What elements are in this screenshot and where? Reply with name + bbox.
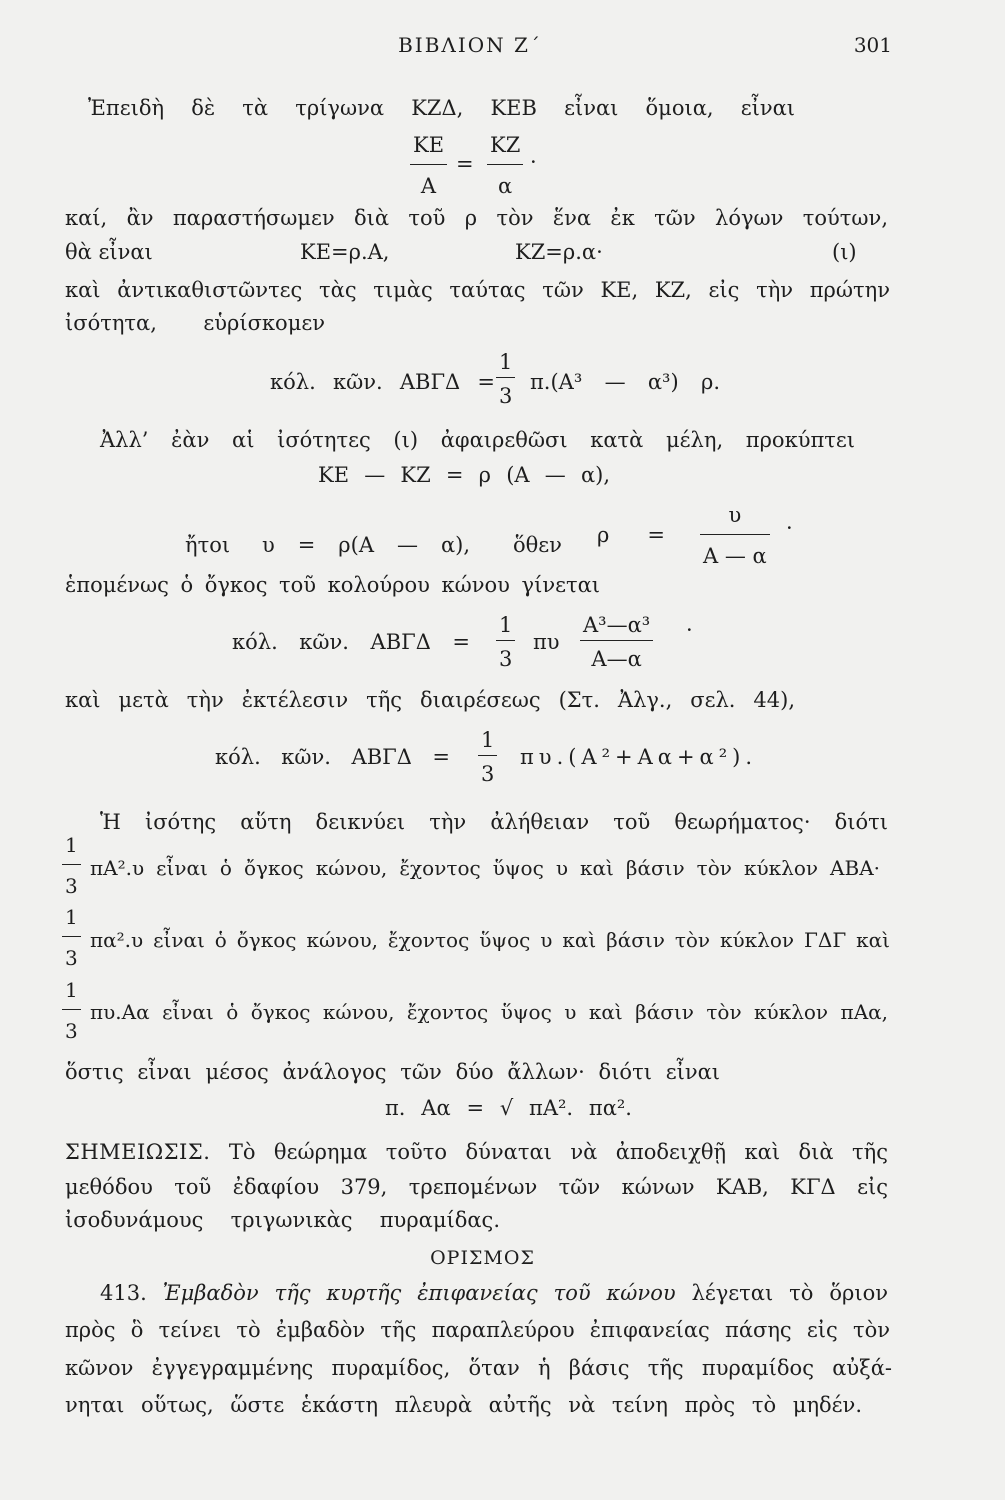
note-line: ἰσοδυνάμους τριγωνικὰς πυραμίδας. [65, 1208, 500, 1232]
fraction-one-third [62, 834, 81, 897]
note-label: ΣΗΜΕΙΩΣΙΣ. [65, 1140, 211, 1164]
denominator: α [498, 174, 513, 198]
definition-line: νηται οὕτως, ὥστε ἑκάστη πλευρὰ αὐτῆς νὰ τείνη πρὸς τὸ μηδέν. [65, 1393, 862, 1417]
fraction-one-third [478, 729, 497, 785]
text-line: καὶ ἀντικαθιστῶντες τὰς τιμὰς ταύτας τῶν ΚΕ, ΚΖ, εἰς τὴν πρώτην [65, 278, 890, 302]
fraction-quotient [580, 614, 653, 670]
definition-line: πρὸς ὃ τείνει τὸ ἐμβαδὸν τῆς παραπλεύρου ἐπιφανείας πάσης εἰς τὸν [65, 1318, 890, 1342]
denominator: 3 [65, 946, 78, 970]
text-line: Ἀλλ’ ἐὰν αἱ ἰσότητες (ι) ἀφαιρεθῶσι κατὰ μέλη, προκύπτει [100, 428, 855, 452]
ratio-fraction-left [410, 134, 447, 197]
text-line: Ἡ ἰσότης αὕτη δεικνύει τὴν ἀλήθειαν τοῦ θεωρήματος· διότι [100, 810, 888, 834]
numerator: 1 [62, 906, 81, 937]
numerator: 1 [478, 729, 497, 756]
denominator: 3 [481, 762, 495, 786]
equation: ΚΕ=ρ.Α, [300, 240, 390, 264]
running-head: ΒΙΒΛΙΟΝ Ζ΄ [398, 33, 542, 57]
definition-line: κῶνον ἐγγεγραμμένης πυραμίδος, ὅταν ἡ βάσις τῆς πυραμίδος αὐξά- [65, 1356, 892, 1380]
note-line [65, 1138, 888, 1166]
equation: ΚΕ — ΚΖ = ρ (Α — α), [318, 463, 610, 487]
fraction-one-third [496, 614, 515, 670]
section-heading: ΟΡΙΣΜΟΣ [430, 1247, 535, 1269]
equation: ΚΖ=ρ.α· [515, 240, 603, 264]
denominator: Α [420, 174, 437, 198]
text-line: ἰσότητα, εὑρίσκομεν [65, 311, 325, 335]
equation: υ = ρ(Α — α), [262, 533, 470, 557]
equation-factor: πυ [533, 630, 560, 654]
punctuation: · [686, 618, 693, 642]
denominator: 3 [65, 874, 78, 898]
numerator: υ [700, 504, 770, 535]
denominator: Α — α [703, 544, 767, 568]
numerator: 1 [496, 351, 515, 378]
numerator: 1 [62, 834, 81, 865]
numerator: Α³—α³ [580, 614, 653, 641]
numerator: 1 [62, 979, 81, 1010]
equation-lhs: κόλ. κῶν. ΑΒΓΔ = [270, 370, 495, 394]
denominator: 3 [65, 1019, 78, 1043]
text-fragment: θὰ εἶναι [65, 240, 153, 264]
paragraph-number: 413. [100, 1281, 147, 1305]
punctuation: · [786, 516, 793, 540]
equation: π. Αα = √ πΑ². πα². [385, 1096, 632, 1120]
denominator: 3 [499, 384, 513, 408]
fraction-one-third [496, 351, 515, 407]
numerator: ΚΕ [410, 134, 447, 165]
note-text: Τὸ θεώρημα τοῦτο δύναται νὰ ἀποδειχθῇ καὶ διὰ τῆς [228, 1140, 888, 1164]
text-line: πα².υ εἶναι ὁ ὄγκος κώνου, ἔχοντος ὕψος υ καὶ βάσιν τὸν κύκλον ΓΔΓ καὶ [90, 928, 890, 952]
note-line: μεθόδου τοῦ ἐδαφίου 379, τρεπομένων τῶν κώνων ΚΑΒ, ΚΓΔ εἰς [65, 1175, 888, 1199]
page-number: 301 [853, 33, 892, 57]
numerator: ΚΖ [487, 134, 523, 165]
definition-text: λέγεται τὸ ὅριον [691, 1281, 888, 1305]
fraction-rho [700, 504, 770, 567]
text-line: πΑ².υ εἶναι ὁ ὄγκος κώνου, ἔχοντος ὕψος υ καὶ βάσιν τὸν κύκλον ΑΒΑ· [90, 856, 880, 880]
equation-lhs: ρ = [597, 523, 665, 547]
equation-lhs: κόλ. κῶν. ΑΒΓΔ = [232, 630, 470, 654]
numerator: 1 [496, 614, 515, 641]
defined-term: Ἐμβαδὸν τῆς κυρτῆς ἐπιφανείας τοῦ κώνου [162, 1281, 676, 1305]
text-line: ἑπομένως ὁ ὄγκος τοῦ κολούρου κώνου γίνεται [65, 573, 600, 597]
ratio-fraction-right [487, 134, 523, 197]
equation-lhs: κόλ. κῶν. ΑΒΓΔ = [215, 745, 450, 769]
text-line: καί, ἂν παραστήσωμεν διὰ τοῦ ρ τὸν ἕνα ἐκ τῶν λόγων τούτων, [65, 206, 888, 230]
equation-rhs: π.(Α³ — α³) ρ. [530, 370, 720, 394]
fraction-one-third [62, 979, 81, 1042]
equation-rhs: πυ.(Α²+Αα+α²). [520, 745, 758, 769]
definition-line [100, 1279, 888, 1307]
equals-sign: = [456, 152, 474, 176]
punctuation: · [530, 150, 537, 174]
denominator: Α—α [591, 647, 642, 671]
text-fragment: ἤτοι [185, 533, 231, 557]
fraction-one-third [62, 906, 81, 969]
text-line: καὶ μετὰ τὴν ἐκτέλεσιν τῆς διαιρέσεως (Στ. Ἀλγ., σελ. 44), [65, 688, 795, 712]
text-line: πυ.Αα εἶναι ὁ ὄγκος κώνου, ἔχοντος ὕψος υ καὶ βάσιν τὸν κύκλον πΑα, [90, 1000, 888, 1024]
equation-tag: (ι) [832, 240, 857, 264]
text-line: Ἐπειδὴ δὲ τὰ τρίγωνα ΚΖΔ, ΚΕΒ εἶναι ὅμοια, εἶναι [88, 96, 795, 120]
text-fragment: ὅθεν [513, 533, 562, 557]
denominator: 3 [499, 647, 513, 671]
text-line: ὅστις εἶναι μέσος ἀνάλογος τῶν δύο ἄλλων· διότι εἶναι [65, 1060, 720, 1084]
